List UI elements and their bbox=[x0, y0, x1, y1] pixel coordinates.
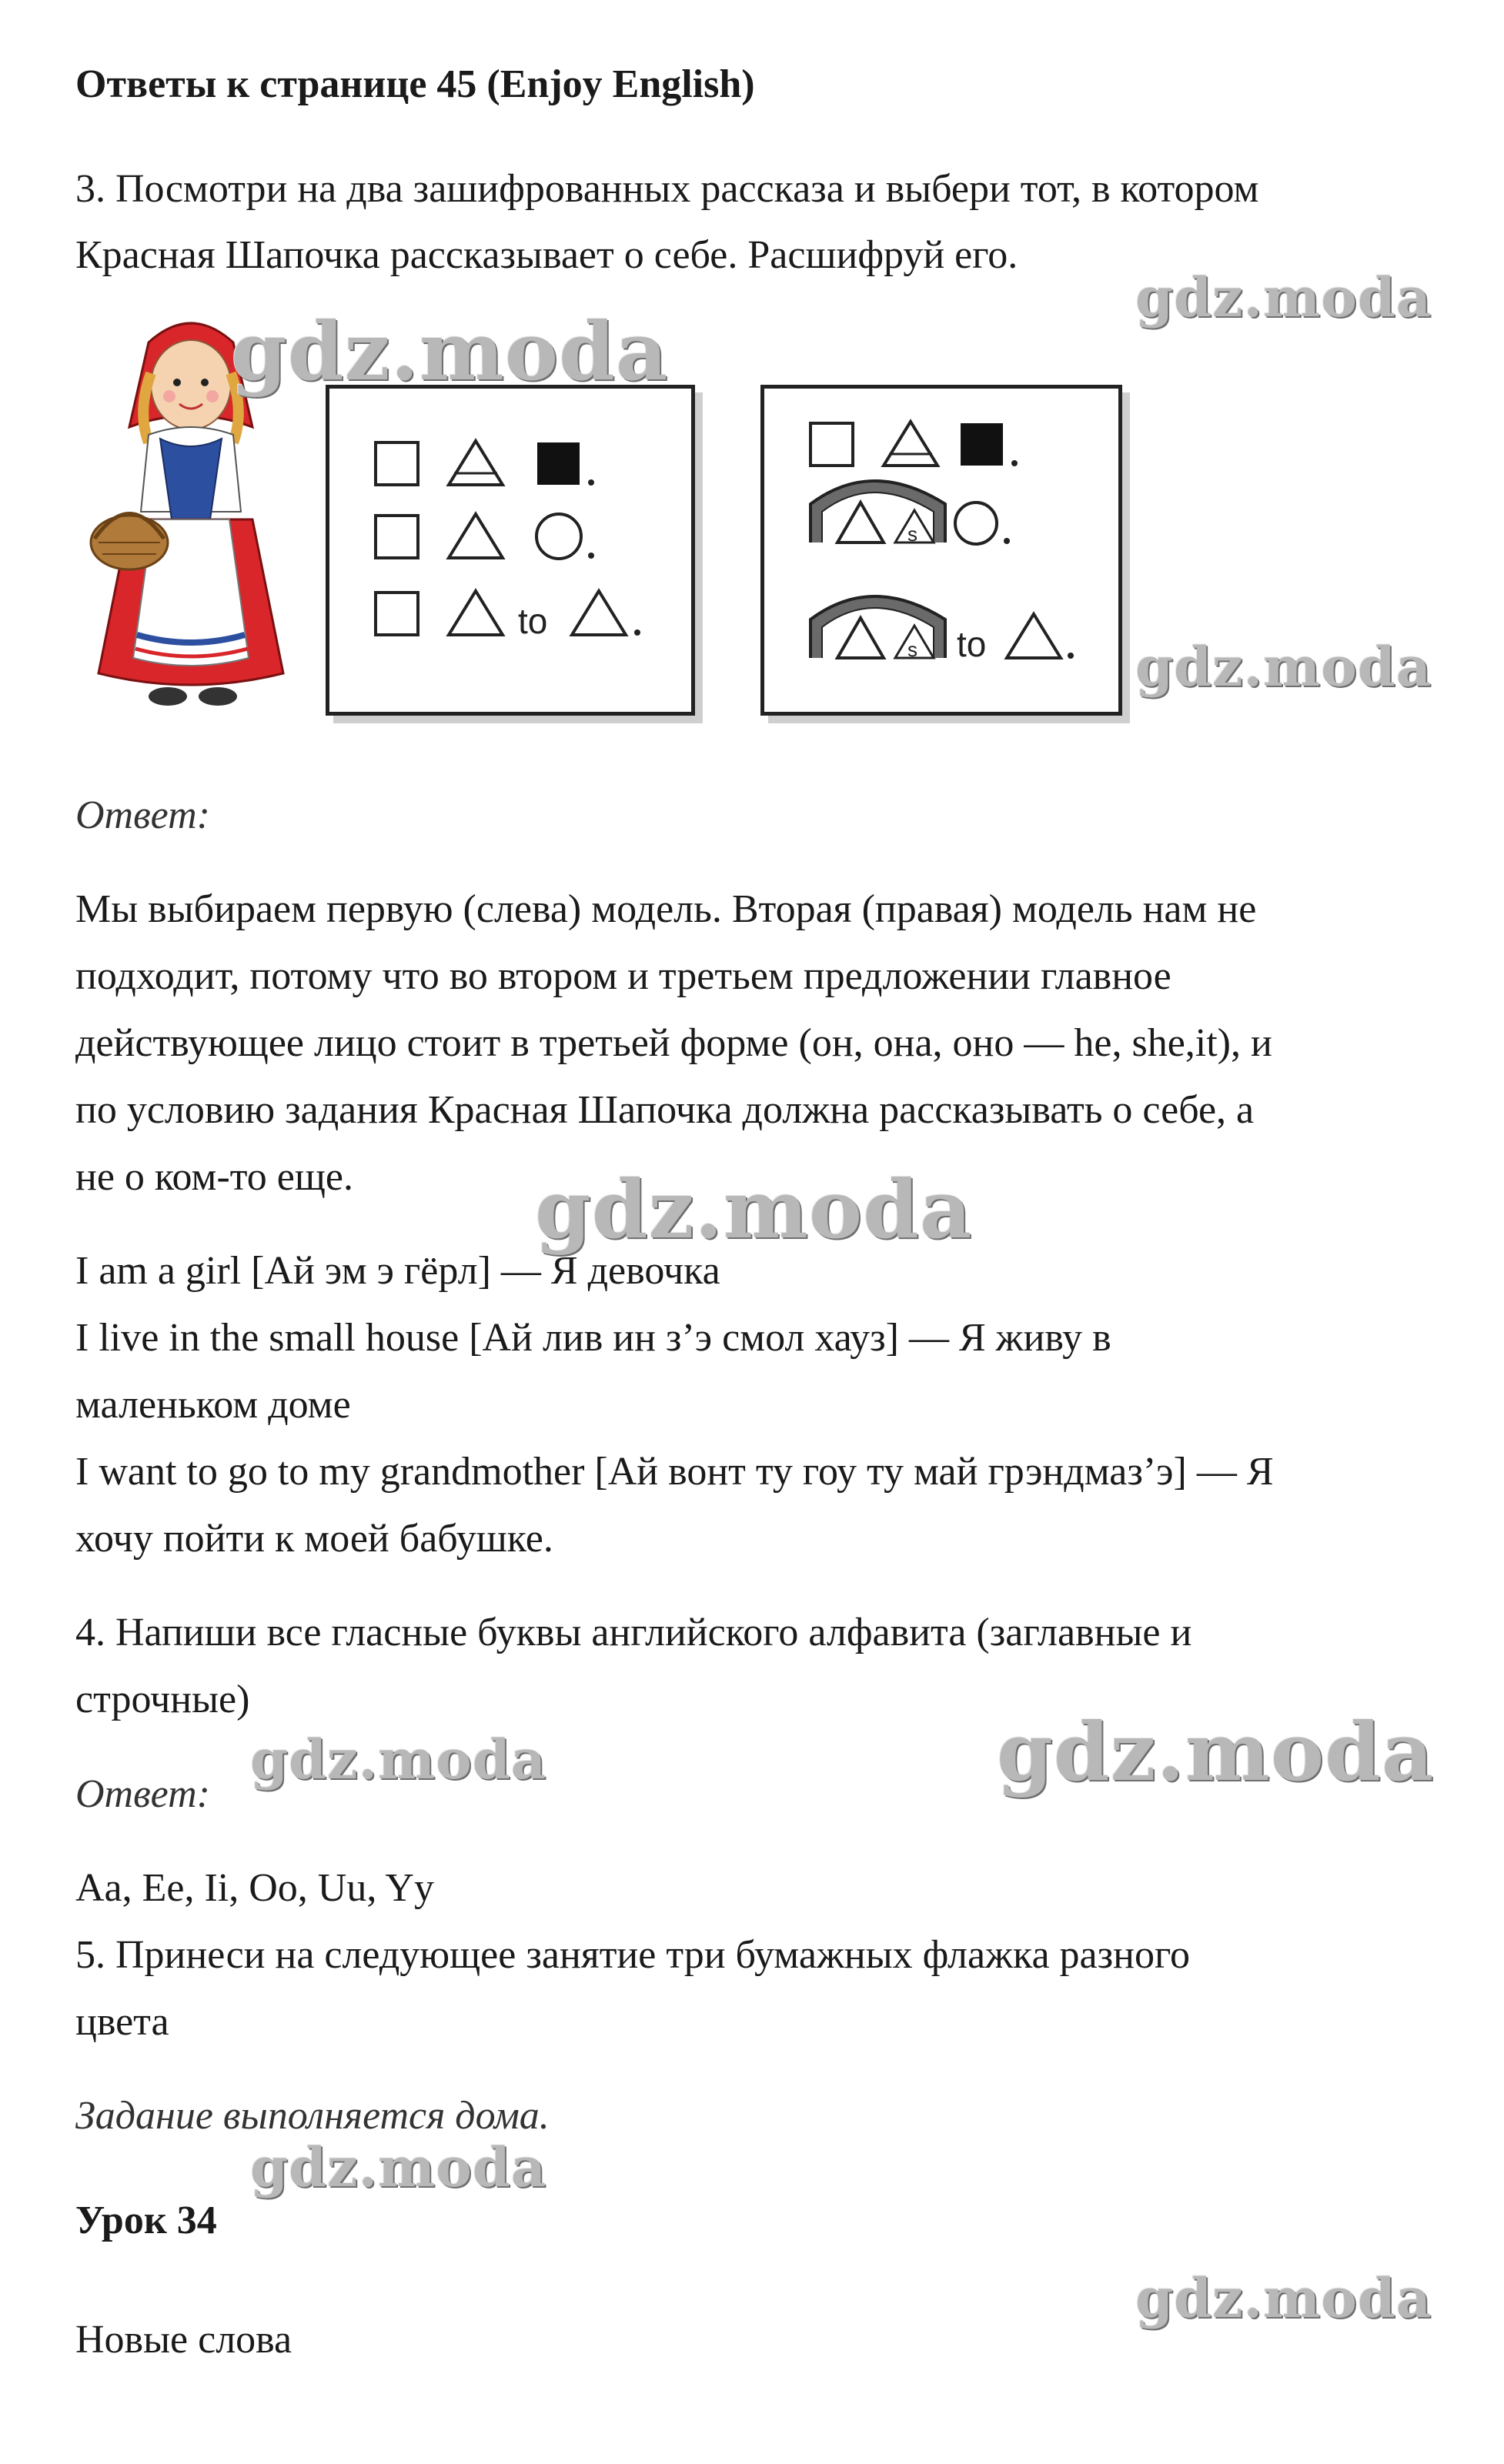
page-title: Ответы к странице 45 (Enjoy English) bbox=[75, 62, 755, 106]
sentence-1: I am a girl [Ай эм э гёрл] — Я девочка bbox=[75, 1249, 720, 1293]
new-words-heading: Новые слова bbox=[75, 2318, 292, 2362]
watermark: gdz.moda bbox=[1135, 265, 1432, 329]
explanation-line-3: действующее лицо стоит в третьей форме (он, она, оно — he, she,it), и bbox=[75, 1021, 1272, 1065]
task5-line1: 5. Принеси на следующее занятие три бумажных флажка разного bbox=[75, 1933, 1191, 1977]
puzzle-s-mark-2: s bbox=[907, 638, 917, 661]
watermark: gdz.moda bbox=[1135, 635, 1432, 699]
task4-line1: 4. Напиши все гласные буквы английского алфавита (заглавные и bbox=[75, 1611, 1192, 1654]
watermark: gdz.moda bbox=[535, 1162, 973, 1257]
watermark: gdz.moda bbox=[231, 304, 669, 399]
task4-answer-label: Ответ: bbox=[75, 1772, 210, 1816]
task3-line2: Красная Шапочка рассказывает о себе. Расшифруй его. bbox=[75, 233, 1018, 277]
coded-story-right bbox=[760, 385, 1122, 716]
task5-line2: цвета bbox=[75, 2000, 169, 2044]
explanation-line-5: не о ком-то еще. bbox=[75, 1155, 354, 1199]
sentence-2-cont: маленьком доме bbox=[75, 1383, 351, 1427]
puzzle-to-right: to bbox=[957, 624, 987, 664]
task5-note: Задание выполняется дома. bbox=[75, 2094, 550, 2138]
watermark: gdz.moda bbox=[250, 2135, 547, 2199]
sentence-3-cont: хочу пойти к моей бабушке. bbox=[75, 1517, 553, 1561]
watermark: gdz.moda bbox=[250, 1728, 547, 1791]
sentence-2: I live in the small house [Ай лив ин з’э смол хауз] — Я живу в bbox=[75, 1316, 1111, 1360]
task3-line1: 3. Посмотри на два зашифрованных рассказа и выбери тот, в котором bbox=[75, 167, 1259, 211]
answer-label: Ответ: bbox=[75, 793, 210, 837]
sentence-3: I want to go to my grandmother [Ай вонт ту гоу ту май грэндмаз’э] — Я bbox=[75, 1450, 1274, 1494]
coded-story-left bbox=[326, 385, 695, 716]
puzzle-to-left: to bbox=[518, 601, 548, 641]
puzzle-s-mark-1: s bbox=[907, 523, 917, 546]
explanation-line-2: подходит, потому что во втором и третьем предложении главное bbox=[75, 954, 1171, 998]
explanation-line-1: Мы выбираем первую (слева) модель. Вторая (правая) модель нам не bbox=[75, 887, 1257, 931]
task4-answer: Aa, Ee, Ii, Oo, Uu, Yy bbox=[75, 1866, 434, 1910]
watermark: gdz.moda bbox=[1135, 2266, 1432, 2330]
task4-line2: строчные) bbox=[75, 1678, 250, 1721]
lesson-title: Урок 34 bbox=[75, 2199, 217, 2242]
explanation-line-4: по условию задания Красная Шапочка должна рассказывать о себе, а bbox=[75, 1088, 1255, 1132]
watermark: gdz.moda bbox=[997, 1704, 1435, 1799]
